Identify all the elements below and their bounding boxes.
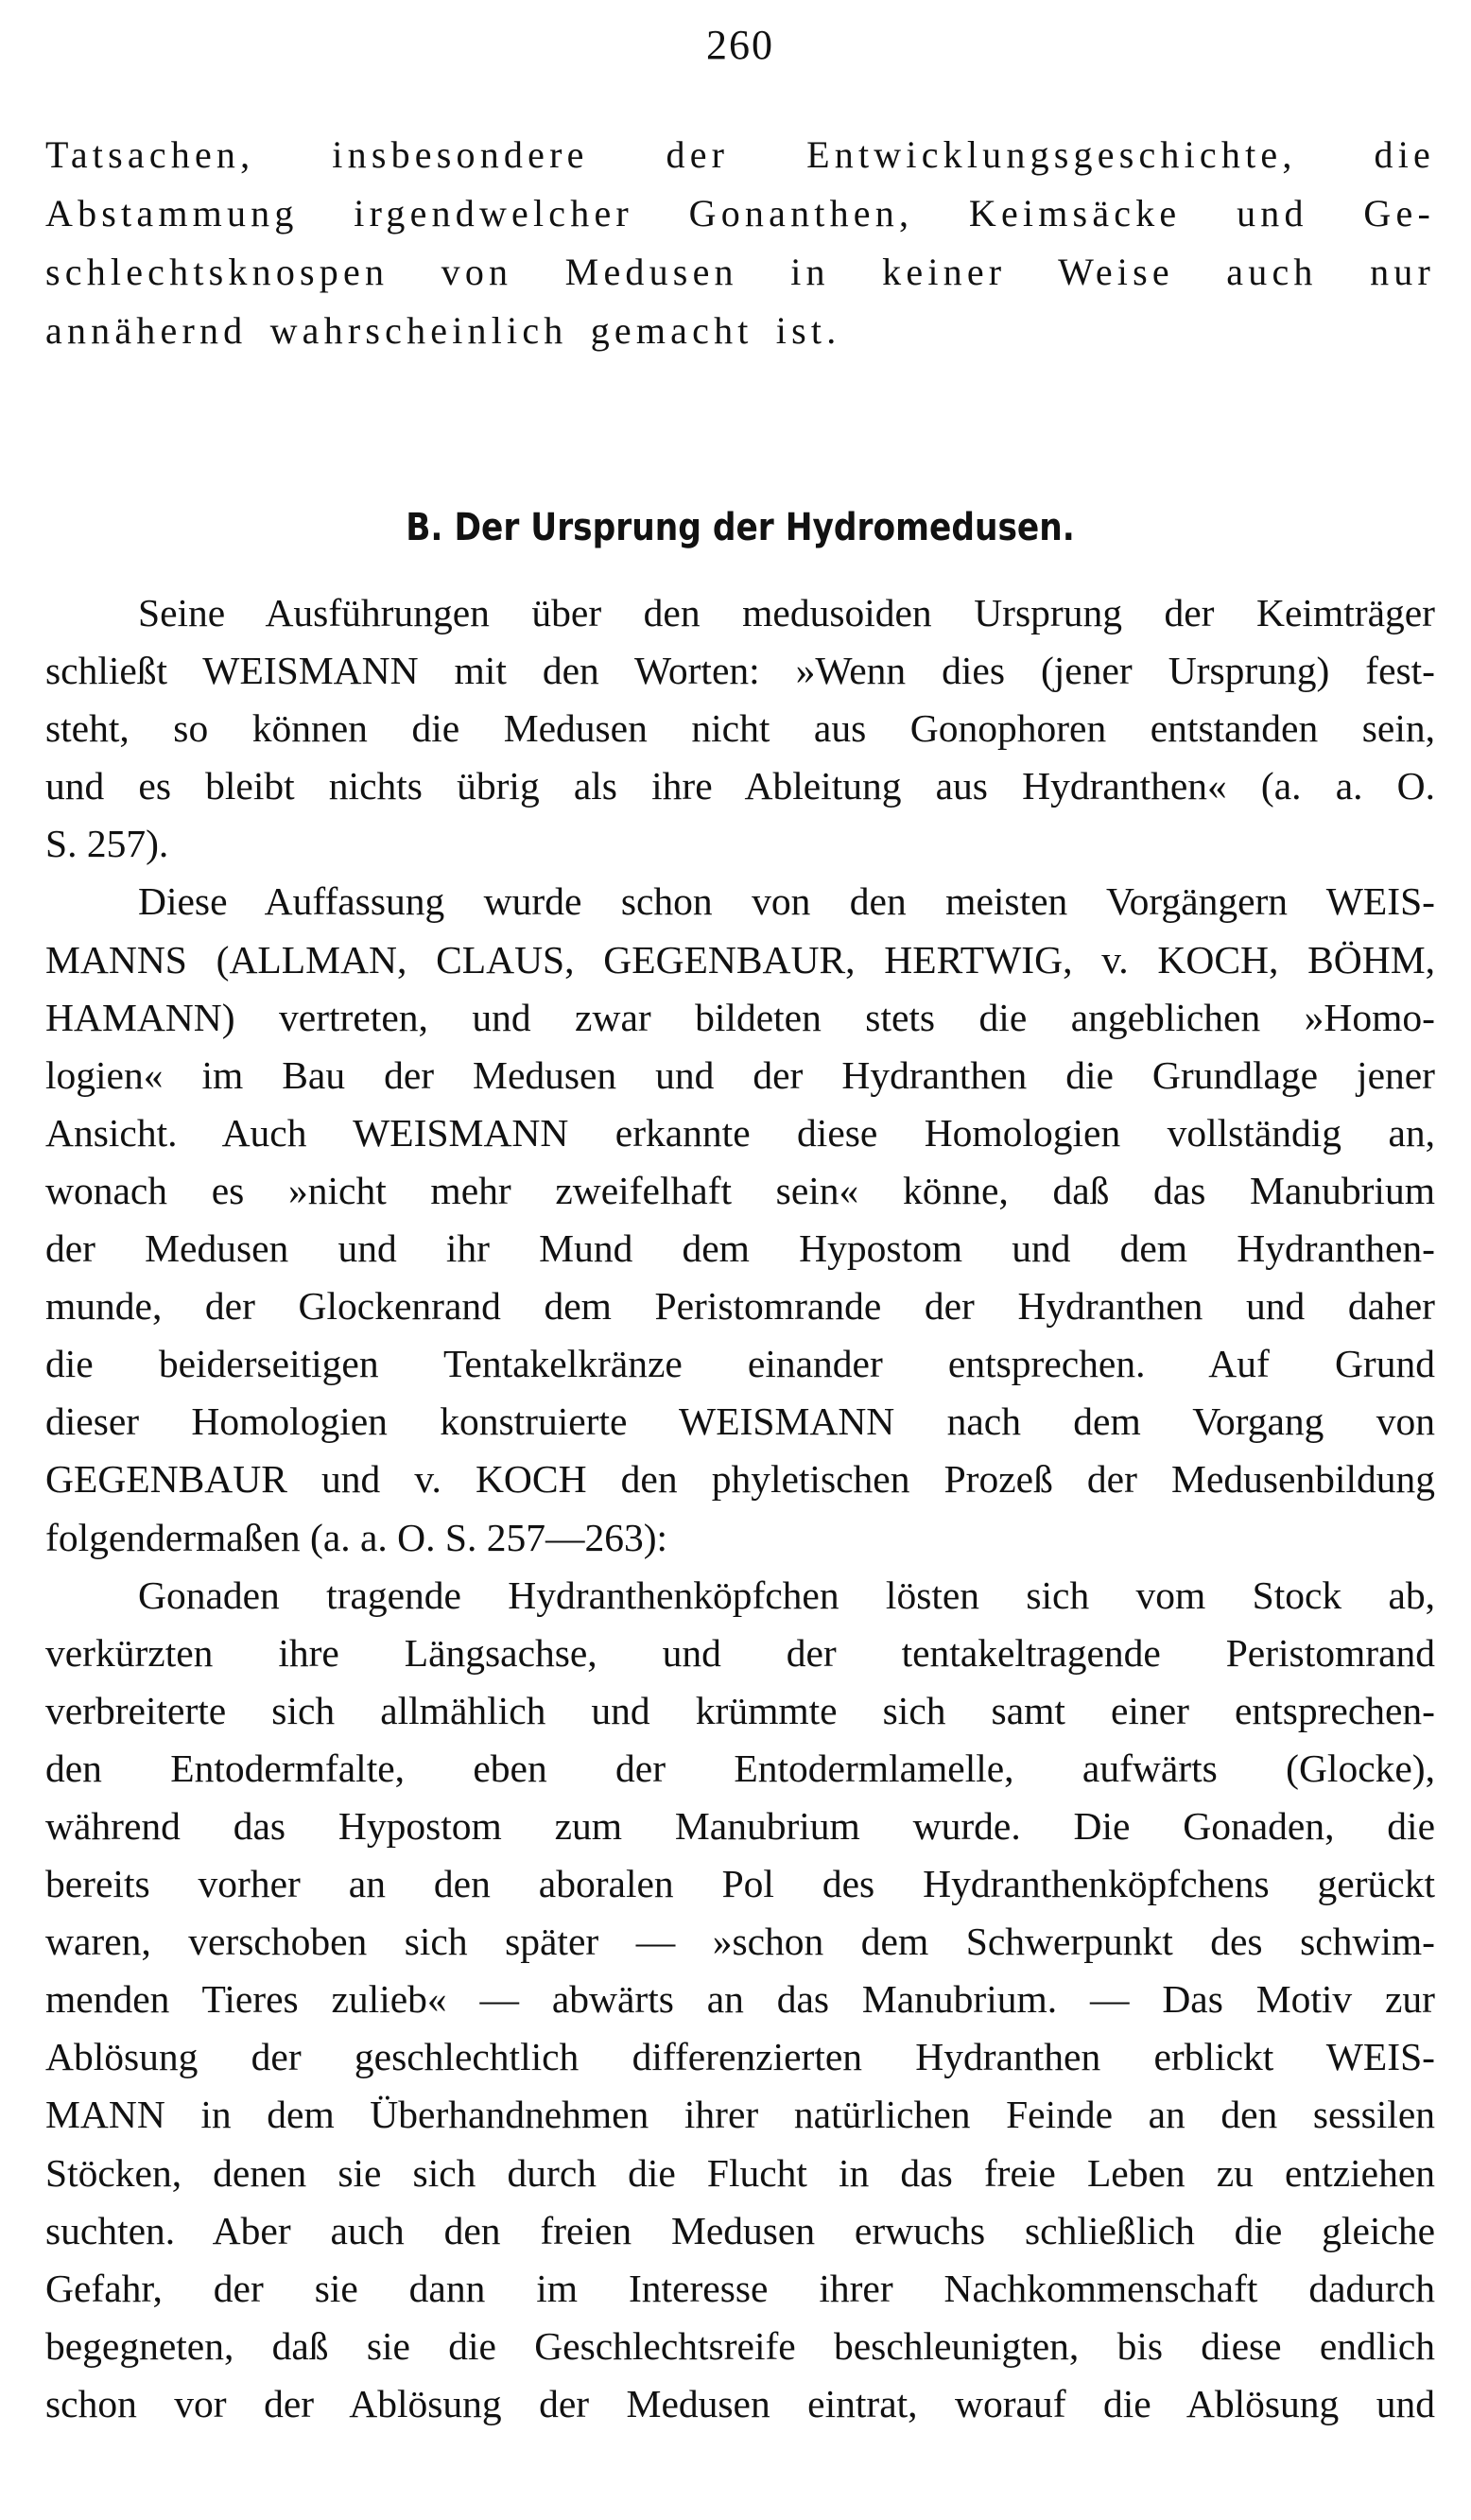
section-heading: B. Der Ursprung der Hydromedusen.: [406, 506, 1075, 549]
text-line: schlechtsknospen von Medusen in keiner Weise auch nur: [45, 251, 1435, 293]
text-line: Diese Auffassung wurde schon von den meisten Vorgängern WEIS-: [138, 879, 1435, 924]
text-line: verkürzten ihre Längsachse, und der tentakeltragende Peristomrand: [45, 1630, 1435, 1675]
text-line: S. 257).: [45, 822, 169, 866]
text-line: waren, verschoben sich später — »schon dem Schwerpunkt des schwim-: [45, 1920, 1435, 1964]
text-line: folgendermaßen (a. a. O. S. 257—263):: [45, 1515, 668, 1559]
text-line: annähernd wahrscheinlich gemacht ist.: [45, 309, 841, 352]
text-line: der Medusen und ihr Mund dem Hypostom und dem Hydranthen-: [45, 1226, 1435, 1271]
text-line: bereits vorher an den aboralen Pol des Hydranthenköpfchens gerückt: [45, 1862, 1435, 1906]
text-line: Gefahr, der sie dann im Interesse ihrer Nachkommenschaft dadurch: [45, 2266, 1435, 2310]
text-line: Ansicht. Auch WEISMANN erkannte diese Homologien vollständig an,: [45, 1110, 1435, 1155]
text-line: Tatsachen, insbesondere der Entwicklungsgeschichte, die: [45, 133, 1435, 176]
text-line: HAMANN) vertreten, und zwar bildeten stets die angeblichen »Homo-: [45, 995, 1435, 1039]
text-line: Stöcken, denen sie sich durch die Flucht in das freie Leben zu entziehen: [45, 2150, 1435, 2195]
text-line: und es bleibt nichts übrig als ihre Ableitung aus Hydranthen« (a. a. O.: [45, 764, 1435, 808]
text-line: verbreiterte sich allmählich und krümmte sich samt einer entsprechen-: [45, 1688, 1435, 1732]
text-line: steht, so können die Medusen nicht aus Gonophoren entstanden sein,: [45, 706, 1435, 751]
text-line: suchten. Aber auch den freien Medusen erwuchs schließlich die gleiche: [45, 2208, 1435, 2252]
text-line: schon vor der Ablösung der Medusen eintrat, worauf die Ablösung und: [45, 2381, 1435, 2425]
text-line: munde, der Glockenrand dem Peristomrande der Hydranthen und daher: [45, 1284, 1435, 1329]
page-number: 260: [706, 22, 774, 68]
text-line: den Entodermfalte, eben der Entodermlamelle, aufwärts (Glocke),: [45, 1746, 1435, 1790]
text-line: Gonaden tragende Hydranthenköpfchen lösten sich vom Stock ab,: [138, 1573, 1435, 1617]
text-line: menden Tieres zulieb« — abwärts an das Manubrium. — Das Motiv zur: [45, 1977, 1435, 2022]
intro-paragraph: [45, 126, 1435, 360]
text-line: die beiderseitigen Tentakelkränze einander entsprechen. Auf Grund: [45, 1342, 1435, 1386]
text-line: Abstammung irgendwelcher Gonanthen, Keimsäcke und Ge-: [45, 192, 1435, 235]
text-line: während das Hypostom zum Manubrium wurde. Die Gonaden, die: [45, 1803, 1435, 1848]
text-line: Ablösung der geschlechtlich differenzierten Hydranthen erblickt WEIS-: [45, 2035, 1435, 2079]
body-text: [45, 584, 1435, 2433]
text-line: logien« im Bau der Medusen und der Hydranthen die Grundlage jener: [45, 1052, 1435, 1097]
text-line: GEGENBAUR und v. KOCH den phyletischen Prozeß der Medusenbildung: [45, 1457, 1435, 1502]
text-line: wonach es »nicht mehr zweifelhaft sein« könne, daß das Manubrium: [45, 1168, 1435, 1212]
text-line: Seine Ausführungen über den medusoiden Ursprung der Keimträger: [138, 591, 1435, 634]
text-line: begegneten, daß sie die Geschlechtsreife beschleunigten, bis diese endlich: [45, 2323, 1435, 2368]
text-line: schließt WEISMANN mit den Worten: »Wenn dies (jener Ursprung) fest-: [45, 649, 1435, 693]
text-line: MANNS (ALLMAN, CLAUS, GEGENBAUR, HERTWIG, v. KOCH, BÖHM,: [45, 937, 1435, 982]
text-line: MANN in dem Überhandnehmen ihrer natürlichen Feinde an den sessilen: [45, 2093, 1435, 2137]
text-line: dieser Homologien konstruierte WEISMANN nach dem Vorgang von: [45, 1399, 1435, 1444]
